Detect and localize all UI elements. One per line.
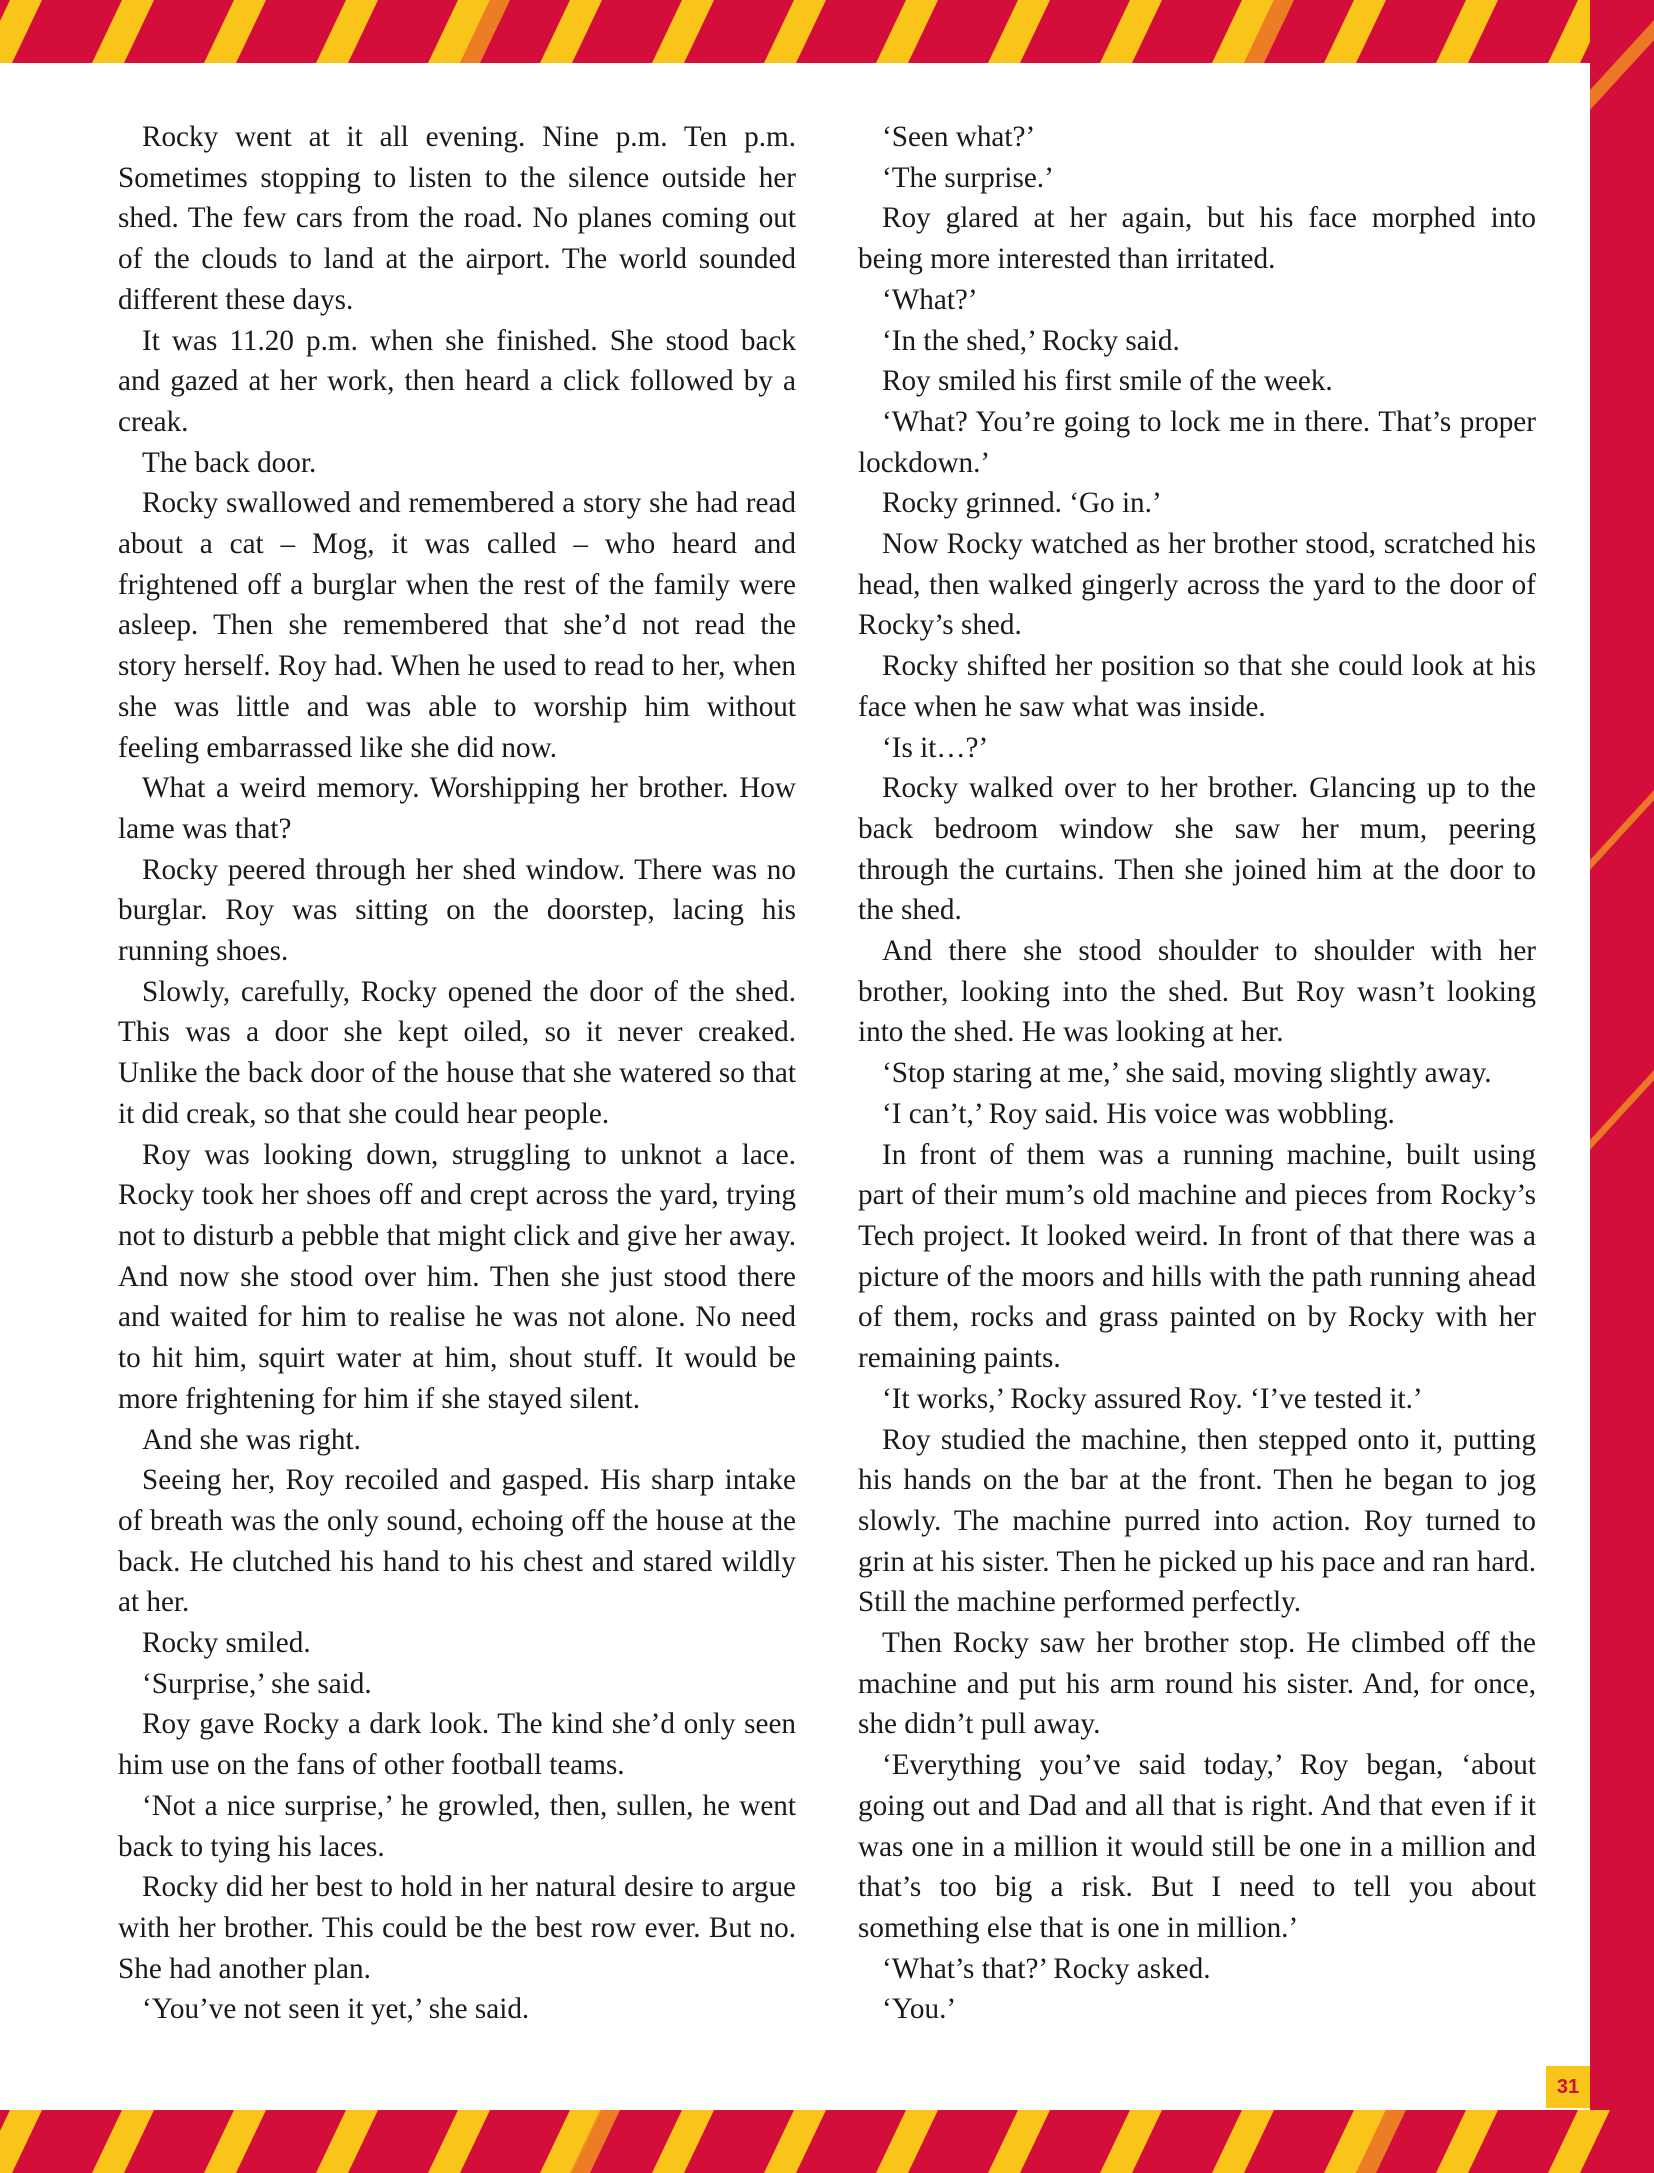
paragraph: Rocky peered through her shed window. There was no burglar. Roy was sitting on the doorstep, lacing his running shoes. (118, 853, 796, 968)
paragraph: Roy smiled his first smile of the week. (882, 365, 1333, 398)
left-text-column (118, 117, 796, 2030)
paragraph: In front of them was a running machine, built using part of their mum’s old machine and pieces from Rocky’s Tech project. It looked weird. In front of that there was a picture of the moors and hills with the path running ahead of them, rocks and grass painted on by Rocky with her remaining paints. (858, 1138, 1536, 1375)
paragraph: Slowly, carefully, Rocky opened the door of the shed. This was a door she kept oiled, so it never creaked. Unlike the back door of the house that she watered so that it did creak, so that she could hear people. (118, 975, 796, 1130)
paragraph: And there she stood shoulder to shoulder with her brother, looking into the shed. But Roy wasn’t looking into the shed. He was looking at her. (858, 935, 1536, 1049)
bottom-stripes-graphic (0, 2110, 1654, 2173)
paragraph: ‘Everything you’ve said today,’ Roy began, ‘about going out and Dad and all that is right. And that even if it was one in a million it would still be one in a million and that’s too big a risk. But I need to tell you about something else that is one in million.’ (858, 1749, 1536, 1944)
paragraph: ‘Seen what?’ (882, 121, 1036, 153)
right-striped-band (1590, 0, 1654, 2173)
paragraph: Roy gave Rocky a dark look. The kind she’d only seen him use on the fans of other football teams. (118, 1708, 796, 1782)
top-stripes-graphic (0, 0, 1654, 63)
paragraph: ‘What? You’re going to lock me in there. That’s proper lockdown.’ (858, 405, 1536, 479)
paragraph: ‘What’s that?’ Rocky asked. (882, 1952, 1211, 1985)
paragraph: It was 11.20 p.m. when she finished. She stood back and gazed at her work, then heard a click followed by a creak. (118, 324, 796, 438)
paragraph: Rocky swallowed and remembered a story she had read about a cat – Mog, it was called – who heard and frightened off a burglar when the rest of the family were asleep. Then she remembered that she’d not read the story herself. Roy had. When he used to read to her, when she was little and was able to worship him without feeling embarrassed like she did now. (118, 487, 796, 764)
paragraph: Roy was looking down, struggling to unknot a lace. Rocky took her shoes off and crept across the yard, trying not to disturb a pebble that might click and give her away. And now she stood over him. Then she just stood there and waited for him to realise he was not alone. No need to hit him, squirt water at him, shout stuff. It would be more frightening for him if she stayed silent. (118, 1138, 796, 1415)
paragraph: Rocky did her best to hold in her natural desire to argue with her brother. This could be the best row ever. But no. She had another plan. (118, 1871, 796, 1985)
page-number-badge: 31 (1546, 2066, 1590, 2108)
paragraph: ‘The surprise.’ (882, 161, 1054, 194)
story-page (0, 63, 1590, 2110)
paragraph: Rocky grinned. ‘Go in.’ (882, 487, 1162, 520)
paragraph: The back door. (142, 446, 317, 479)
paragraph: Rocky smiled. (142, 1627, 311, 1660)
paragraph: ‘Is it…?’ (882, 731, 989, 764)
paragraph: What a weird memory. Worshipping her brother. How lame was that? (118, 772, 796, 845)
paragraph: ‘What?’ (882, 283, 978, 316)
paragraph: Rocky shifted her position so that she could look at his face when he saw what was inside. (858, 650, 1536, 723)
paragraph: Seeing her, Roy recoiled and gasped. His sharp intake of breath was the only sound, echoing off the house at the back. He clutched his hand to his chest and stared wildly at her. (118, 1464, 796, 1619)
right-text-column (858, 117, 1536, 2030)
paragraph: ‘I can’t,’ Roy said. His voice was wobbling. (882, 1097, 1395, 1130)
bottom-striped-band (0, 2110, 1654, 2173)
paragraph: ‘You’ve not seen it yet,’ she said. (142, 1993, 530, 2026)
right-stripes-graphic (1590, 0, 1654, 2173)
paragraph: Now Rocky watched as her brother stood, scratched his head, then walked gingerly across the yard to the door of Rocky’s shed. (858, 528, 1536, 642)
paragraph: ‘Not a nice surprise,’ he growled, then, sullen, he went back to tying his laces. (118, 1789, 796, 1863)
paragraph: ‘It works,’ Rocky assured Roy. ‘I’ve tested it.’ (882, 1382, 1423, 1415)
paragraph: ‘You.’ (882, 1993, 957, 2026)
paragraph: ‘In the shed,’ Rocky said. (882, 324, 1180, 357)
paragraph: And she was right. (142, 1423, 361, 1456)
paragraph: ‘Stop staring at me,’ she said, moving slightly away. (882, 1057, 1492, 1090)
top-striped-band (0, 0, 1654, 63)
paragraph: Rocky went at it all evening. Nine p.m. Ten p.m. Sometimes stopping to listen to the silence outside her shed. The few cars from the road. No planes coming out of the clouds to land at the airport. The world sounded different these days. (118, 121, 796, 316)
paragraph: Roy studied the machine, then stepped onto it, putting his hands on the bar at the front. Then he began to jog slowly. The machine purred into action. Roy turned to grin at his sister. Then he picked up his pace and ran hard. Still the machine performed perfectly. (858, 1423, 1536, 1619)
paragraph: Roy glared at her again, but his face morphed into being more interested than irritated. (858, 202, 1536, 276)
paragraph: ‘Surprise,’ she said. (142, 1667, 372, 1700)
paragraph: Rocky walked over to her brother. Glancing up to the back bedroom window she saw her mum, peering through the curtains. Then she joined him at the door to the shed. (858, 772, 1536, 927)
paragraph: Then Rocky saw her brother stop. He climbed off the machine and put his arm round his sister. And, for once, she didn’t pull away. (858, 1627, 1536, 1741)
